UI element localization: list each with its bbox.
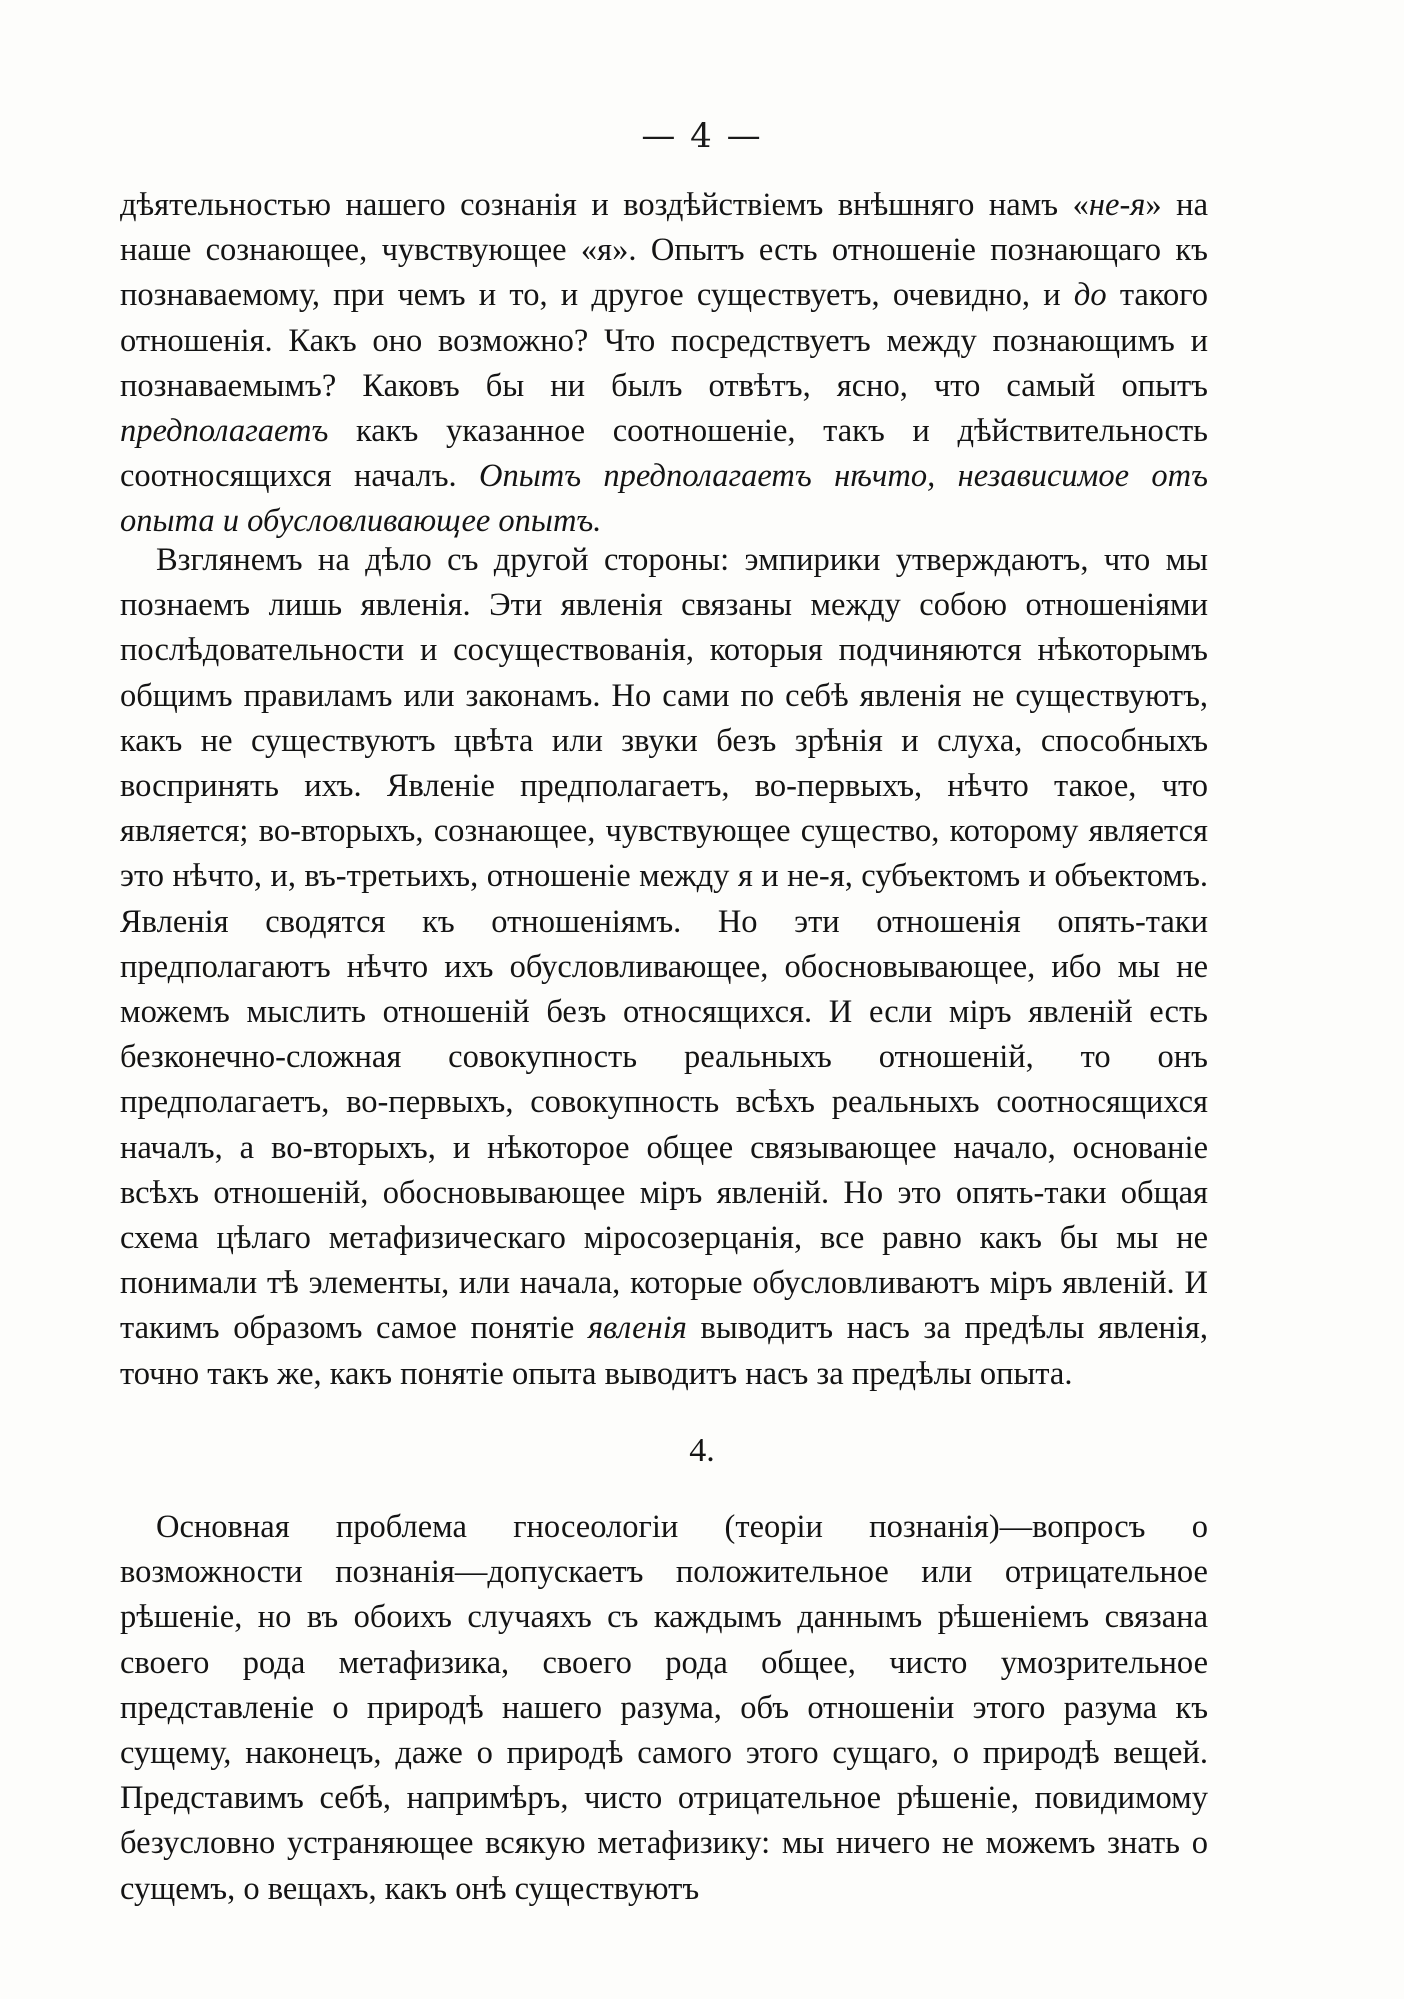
text-segment-italic: не-я [1088,187,1146,223]
text-segment: какъ указанное соотношеніе, такъ и дѣйствительность соотносящихся началъ. [120,413,1208,495]
text-segment: » на наше сознающее, чувствующее «я». Опытъ есть отношеніе познающаго къ познаваемому, при чемъ и то, и другое существуетъ, очевидно, и [120,187,1208,314]
text-segment: дѣятельностью нашего сознанія и воздѣйствіемъ внѣшняго намъ « [120,187,1089,223]
paragraph-2 [120,538,1208,1397]
paragraph-1 [120,183,1208,545]
text-segment: такого отношенія. Какъ оно возможно? Что посредствуетъ между познающимъ и познаваемымъ? Каковъ бы ни былъ отвѣтъ, ясно, что самый опытъ [120,277,1209,404]
text-segment-italic: до [1073,277,1107,314]
paragraph-2-text [120,538,1208,1397]
paragraph-1-text [120,183,1208,545]
page-number: — 4 — [641,116,763,156]
text-segment-italic: предполагаетъ [120,413,329,450]
text-segment: Основная проблема гносеологіи (теоріи познанія)—вопросъ о возможности познанія—допускаетъ положительное или отрицательное рѣшеніе, но въ обоихъ случаяхъ съ каждымъ даннымъ рѣшеніемъ связана своего рода метафизика, своего рода общее, чисто умозрительное представленіе о природѣ нашего разума, объ отношеніи этого разума къ сущему, наконецъ, даже о природѣ самого этого сущаго, о природѣ вещей. Представимъ себѣ, напримѣръ, чисто отрицательное рѣшеніе, повидимому безусловно устраняющее всякую метафизику: мы ничего не можемъ знать о сущемъ, о вещахъ, какъ онѣ существуютъ [120,1509,1208,1907]
text-segment: выводитъ насъ за предѣлы явленія, точно такъ же, какъ понятіе опыта выводитъ насъ за предѣлы опыта. [120,1310,1209,1392]
paragraph-3-text [120,1505,1208,1912]
text-segment-italic: явленія [587,1310,687,1347]
paragraph-3 [120,1505,1208,1912]
text-segment: Взглянемъ на дѣло съ другой стороны: эмпирики утверждаютъ, что мы познаемъ лишь явленія. Эти явленія связаны между собою отношеніями послѣдовательности и сосуществованія, которыя подчиняются нѣкоторымъ общимъ правиламъ или законамъ. Но сами по себѣ явленія не существуютъ, какъ не существуютъ цвѣта или звуки безъ зрѣнія и слуха, способныхъ воспринять ихъ. Явленіе предполагаетъ, во-первыхъ, нѣчто такое, что является; во-вторыхъ, сознающее, чувствующее существо, которому является это нѣчто, и, въ-третьихъ, отношеніе между я и не-я, субъектомъ и объектомъ. Явленія сводятся къ отношеніямъ. Но эти отношенія опять-таки предполагаютъ нѣчто ихъ обусловливающее, обосновывающее, ибо мы не можемъ мыслить отношеній безъ относящихся. И если міръ явленій есть безконечно-сложная совокупность реальныхъ отношеній, то онъ предполагаетъ, во-первыхъ, совокупность всѣхъ реальныхъ соотносящихся началъ, а во-вторыхъ, и нѣкоторое общее связывающее начало, основаніе всѣхъ отношеній, обосновывающее міръ явленій. Но это опять-таки общая схема цѣлаго метафизическаго міросозерцанія, все равно какъ бы мы не понимали тѣ элементы, или начала, которые обусловливаютъ міръ явленій. И такимъ образомъ самое понятіе [120,542,1208,1347]
section-heading: 4. [689,1432,715,1469]
text-segment-italic: Опытъ предполагаетъ нѣчто, независимое отъ опыта и обусловливающее опытъ. [120,458,1209,540]
